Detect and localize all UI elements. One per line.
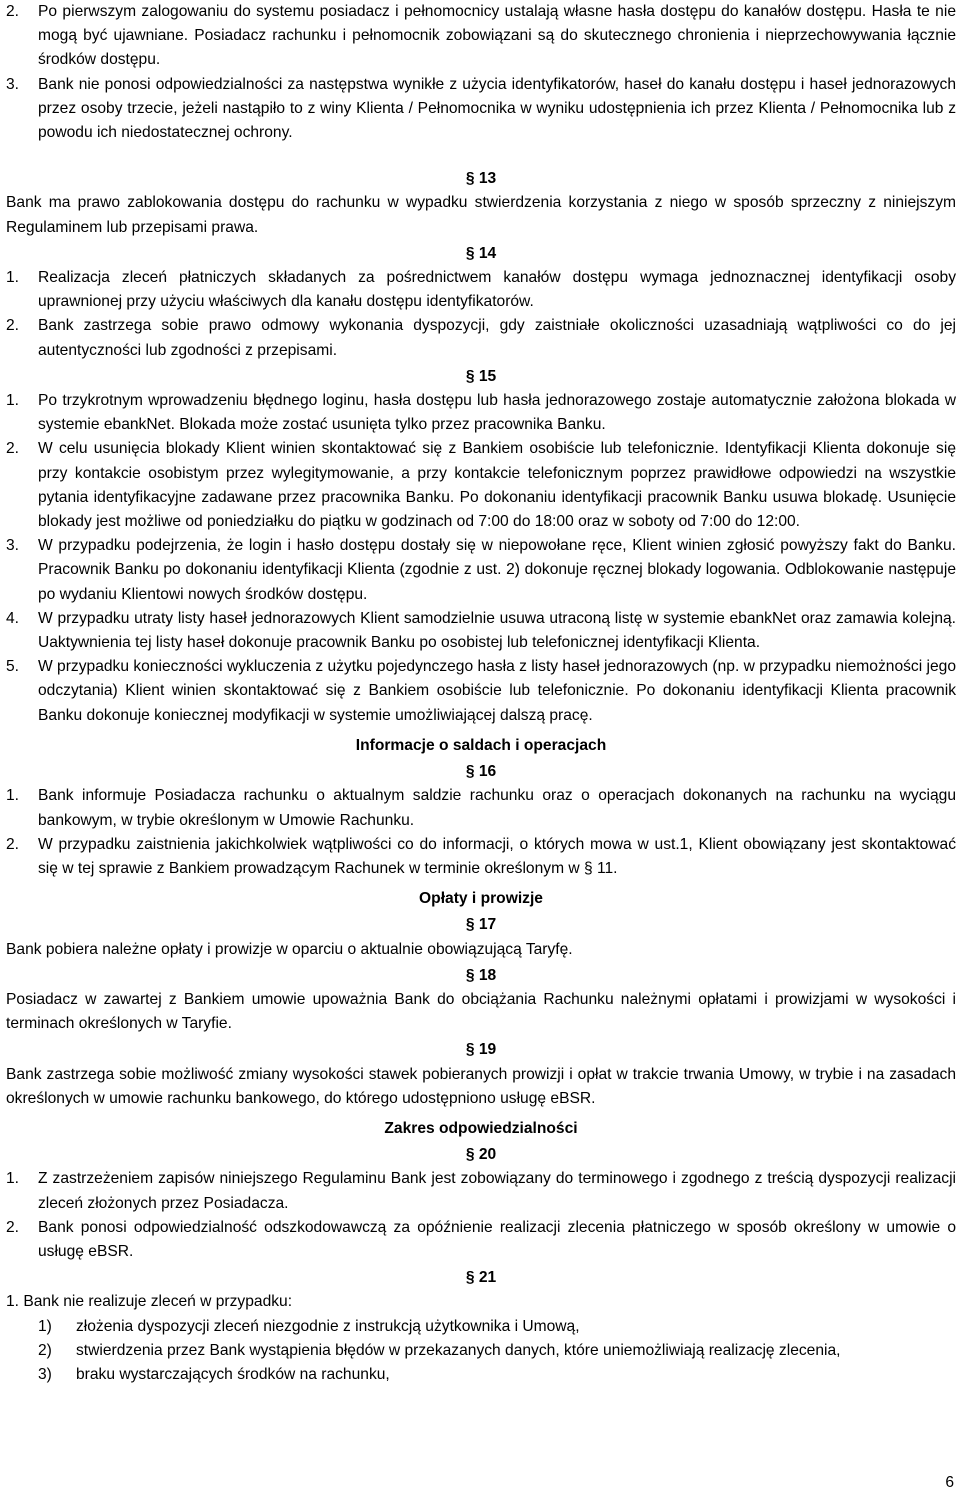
item-number: 2. [6, 1218, 20, 1236]
item-text: Po trzykrotnym wprowadzeniu błędnego loginu, hasła dostępu lub hasła jednorazowego zostaje automatycznie założona blokada w systemie ebankNet. Blokada może zostać usunięta tylko przez pracownika Banku. [38, 392, 956, 434]
item-text: Z zastrzeżeniem zapisów niniejszego Regulaminu Bank jest zobowiązany do terminowego i zgodnego z treścią dyspozycji realizacji zleceń złożonych przez Posiadacza. [38, 1170, 956, 1212]
item-number: 1. [6, 269, 20, 287]
item-number: 4. [6, 609, 20, 627]
item-text: W przypadku zaistnienia jakichkolwiek wątpliwości co do informacji, o których mowa w ust.1, Klient obowiązany jest skontaktować się w tej sprawie z Bankiem prowadzącym Rachunek w terminie określonym w § 11. [38, 835, 956, 877]
item-text: W celu usunięcia blokady Klient winien skontaktować się z Bankiem osobiście lub telefonicznie. Identyfikacji Klienta dokonuje się przy kontakcie osobistym przez wylegitymowanie, a przy kontakcie telefonicznym poprzez prawidłowe odpowiedzi na wszystkie pytania identyfikacyjne zadawane przez pracownika Banku. Po dokonaniu identyfikacji pracownik Banku usuwa blokadę. Usunięcie blokady jest możliwe od poniedziałku do piątku w godzinach od 7:00 do 18:00 oraz w soboty od 7:00 do 12:00. [38, 440, 956, 531]
item-text: Bank ponosi odpowiedzialność odszkodowawczą za opóźnienie realizacji zlecenia płatniczego w sposób określony w umowie o usługę eBSR. [38, 1218, 956, 1260]
item-text: W przypadku konieczności wykluczenia z użytku pojedynczego hasła z listy haseł jednorazowych (np. w przypadku niemożności jego odczytania) Klient winien skontaktować się z Bankiem osobiście lub telefonicznie. Po dokonaniu identyfikacji Klienta pracownik Banku dokonuje koniecznej modyfikacji w systemie umożliwiającej dalszą pracę. [38, 658, 956, 724]
list-item [6, 1216, 956, 1264]
list-item [6, 833, 956, 881]
item-number: 1. [6, 787, 20, 805]
list-item [6, 0, 956, 73]
list-item [6, 1167, 956, 1215]
list-item [6, 784, 956, 832]
item-number: 2. [6, 317, 20, 335]
item-text: Bank zastrzega sobie prawo odmowy wykonania dyspozycji, gdy zaistniałe okoliczności uzasadniają wątpliwości co do jej autentyczności lub zgodności z przepisami. [38, 317, 956, 359]
item-text: W przypadku podejrzenia, że login i hasło dostępu dostały się w niepowołane ręce, Klient winien zgłosić powyższy fakt do Banku. Pracownik Banku po dokonaniu identyfikacji Klienta (zgodnie z ust. 2) dokonuje ręcznej blokady logowania. Odblokowanie następuje po wydaniu Klientowi nowych środków dostępu. [38, 537, 956, 603]
section-title-fees: Opłaty i prowizje [419, 890, 543, 908]
list-item [6, 655, 956, 728]
sub-item-text: złożenia dyspozycji zleceń niezgodnie z instrukcją użytkownika i Umową, [76, 1317, 580, 1335]
paragraph-13-text: Bank ma prawo zablokowania dostępu do rachunku w wypadku stwierdzenia korzystania z niego w sposób sprzeczny z niniejszym Regulaminem lub przepisami prawa. [6, 194, 956, 236]
item-number: 1. [6, 392, 20, 410]
sub-list-item [6, 1363, 956, 1387]
sub-item-text: stwierdzenia przez Bank wystąpienia błędów w przekazanych danych, które uniemożliwiają realizację zlecenia, [76, 1341, 841, 1359]
sub-item-number: 1) [38, 1317, 52, 1335]
list-item [6, 534, 956, 607]
sub-item-text: braku wystarczających środków na rachunku, [76, 1365, 390, 1383]
item-number: 3. [6, 75, 20, 93]
paragraph-19-text: Bank zastrzega sobie możliwość zmiany wysokości stawek pobieranych prowizji i opłat w trakcie trwania Umowy, w trybie i na zasadach określonych w umowie rachunku bankowego, do którego udostępniono usługę eBSR. [6, 1065, 956, 1107]
paragraph-17-text: Bank pobiera należne opłaty i prowizje w oparciu o aktualnie obowiązującą Taryfę. [6, 940, 573, 958]
list-item [6, 389, 956, 437]
list-item [6, 437, 956, 534]
paragraph-heading-19: § 19 [465, 1041, 497, 1059]
list-item [6, 607, 956, 655]
item-number: 5. [6, 658, 20, 676]
sub-list-item [6, 1339, 956, 1363]
item-number: 2. [6, 835, 20, 853]
sub-list-item [6, 1315, 956, 1339]
paragraph-heading-13: § 13 [465, 170, 497, 188]
paragraph-heading-17: § 17 [465, 916, 497, 934]
paragraph-heading-18: § 18 [465, 966, 497, 984]
item-number: 3. [6, 537, 20, 555]
item-text: W przypadku utraty listy haseł jednorazowych Klient samodzielnie usuwa utraconą listę w systemie ebankNet oraz zamawia kolejną. Uaktywnienia tej listy haseł dokonuje pracownik Banku po osobistej lub telefonicznej identyfikacji Klienta. [38, 609, 956, 652]
paragraph-heading-14: § 14 [465, 244, 497, 262]
paragraph-heading-21: § 21 [465, 1269, 497, 1287]
item-number: 2. [6, 440, 20, 458]
list-item [6, 73, 956, 146]
sub-item-number: 3) [38, 1365, 52, 1383]
paragraph-18-text: Posiadacz w zawartej z Bankiem umowie upoważnia Bank do obciążania Rachunku należnymi opłatami i prowizjami w wysokości i terminach określonych w Taryfie. [6, 990, 956, 1033]
paragraph-heading-16: § 16 [465, 763, 497, 781]
item-text: Bank informuje Posiadacza rachunku o aktualnym saldzie rachunku oraz o operacjach dokonanych na rachunku na wyciągu bankowym, w trybie określonym w Umowie Rachunku. [38, 787, 956, 829]
list-item [6, 314, 956, 362]
list-item [6, 266, 956, 314]
section-title-saldo: Informacje o saldach i operacjach [355, 736, 607, 754]
item-number: 1. [6, 1170, 20, 1188]
page-number: 6 [945, 1473, 954, 1491]
item-text: Realizacja zleceń płatniczych składanych za pośrednictwem kanałów dostępu wymaga jednoznacznej identyfikacji osoby uprawnionej przy użyciu właściwych dla kanału dostępu identyfikatorów. [38, 269, 956, 311]
sub-item-number: 2) [38, 1341, 52, 1359]
section-title-liability: Zakres odpowiedzialności [384, 1119, 578, 1137]
item-text: Bank nie ponosi odpowiedzialności za następstwa wynikłe z użycia identyfikatorów, haseł do kanału dostępu i haseł jednorazowych przez osoby trzecie, jeżeli nastąpiło to z winy Klienta / Pełnomocnika w wyniku udostępnienia ich przez Klienta / Pełnomocnika lub z powodu ich niedostatecznej ochrony. [38, 75, 956, 142]
item-number: 2. [6, 3, 20, 20]
paragraph-heading-15: § 15 [465, 367, 497, 385]
document-page [6, 0, 956, 1387]
item-text: Po pierwszym zalogowaniu do systemu posiadacz i pełnomocnicy ustalają własne hasła dostępu do kanałów dostępu. Hasła te nie mogą być ujawniane. Posiadacz rachunku i pełnomocnik zobowiązani są do skutecznego chronienia i nieprzechowywania łącznie środków dostępu. [38, 3, 956, 69]
paragraph-heading-20: § 20 [465, 1146, 497, 1164]
paragraph-21-intro: 1. Bank nie realizuje zleceń w przypadku: [6, 1293, 293, 1311]
